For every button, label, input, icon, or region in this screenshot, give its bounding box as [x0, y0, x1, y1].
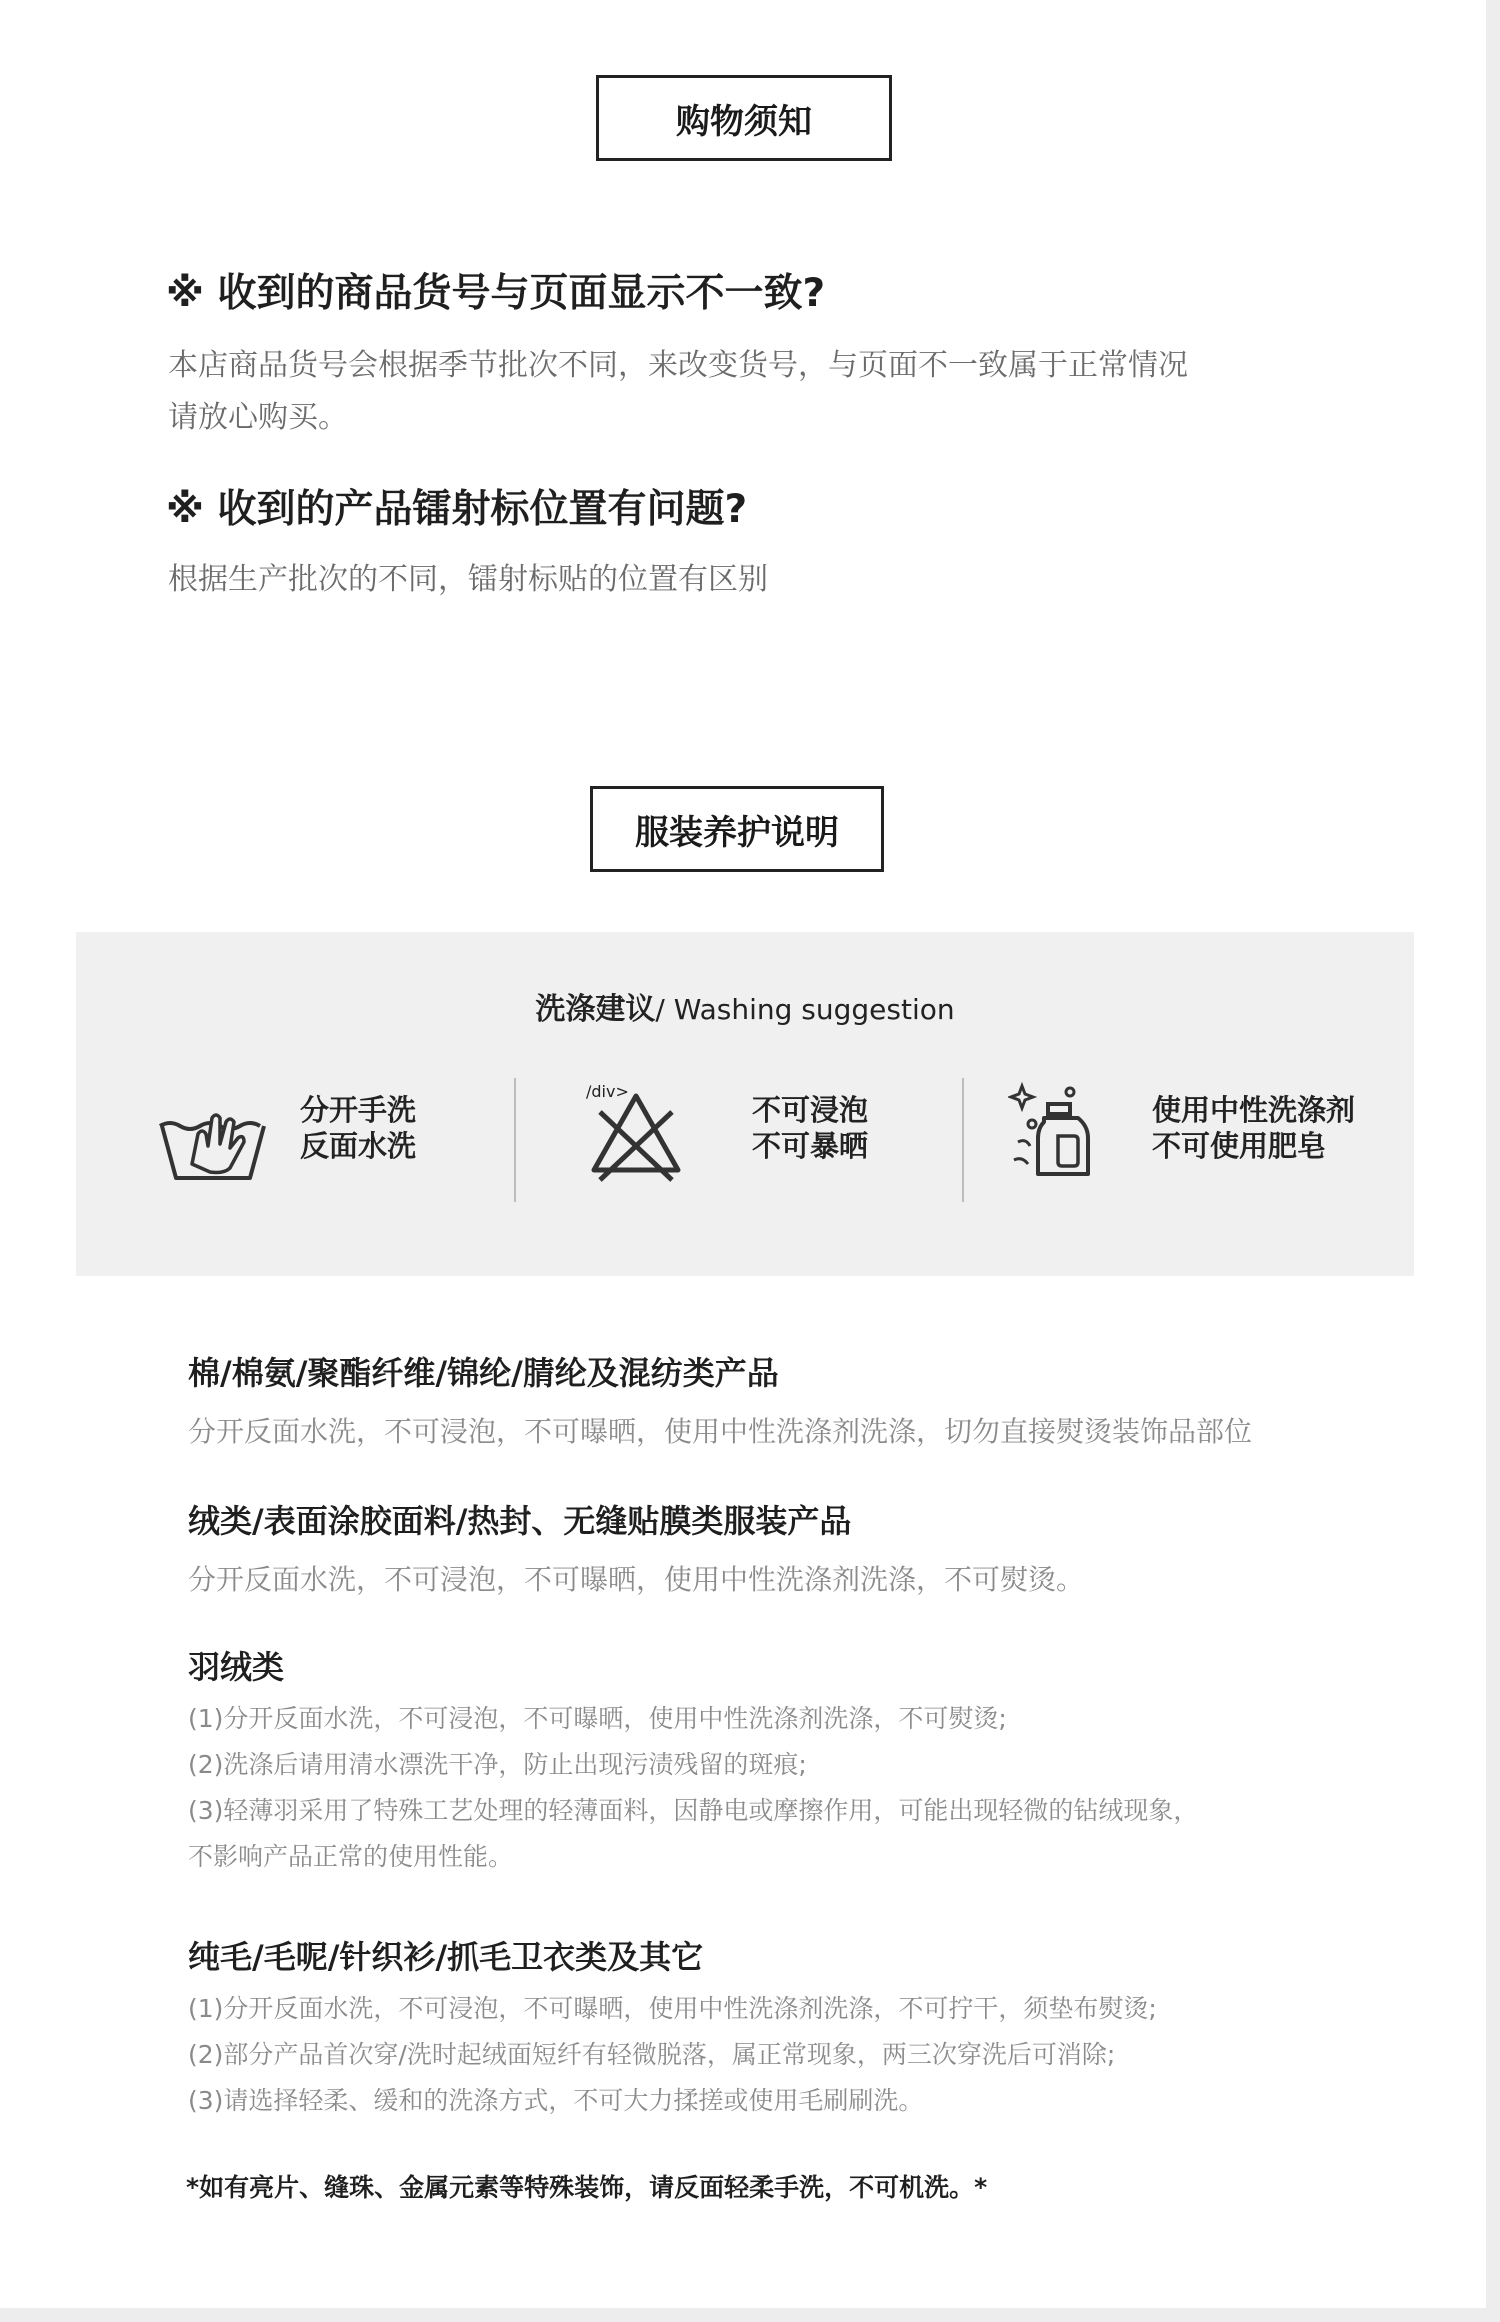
care-line: 不影响产品正常的使用性能。 [188, 1842, 514, 1871]
detergent-bottle-icon [1008, 1078, 1118, 1188]
special-decoration-note: *如有亮片、缝珠、金属元素等特殊装饰，请反面轻柔手洗，不可机洗。* [186, 2173, 988, 2202]
care-line: (1)分开反面水洗，不可浸泡，不可曝晒，使用中性洗涤剂洗涤，不可拧干，须垫布熨烫; [188, 1994, 1157, 2023]
washing-suggestion-panel [76, 932, 1414, 1276]
care-heading: 羽绒类 [188, 1648, 285, 1686]
wash-item-text [752, 1092, 868, 1164]
care-line: (3)轻薄羽采用了特殊工艺处理的轻薄面料，因静电或摩擦作用，可能出现轻微的钻绒现象， [188, 1796, 1199, 1825]
no-bleach-icon [586, 1086, 686, 1186]
faq-question-2: ※ 收到的产品镭射标位置有问题? [166, 487, 748, 532]
page-edge-bottom [0, 2308, 1500, 2322]
washing-title-en: / Washing suggestion [655, 993, 955, 1026]
faq-answer-line: 请放心购买。 [168, 400, 348, 435]
wash-item-text [300, 1092, 416, 1164]
faq-answer-line: 本店商品货号会根据季节批次不同，来改变货号，与页面不一致属于正常情况 [168, 348, 1188, 383]
wash-item-hand-wash [154, 1082, 514, 1202]
wash-item-no-soak: 不可浸泡 不可暴晒 /div> [586, 1082, 916, 1202]
shopping-notice-title: 购物须知 [596, 75, 892, 161]
care-group-wool [188, 1932, 1368, 2124]
faq-answer-2 [168, 554, 1328, 606]
divider [514, 1078, 516, 1202]
care-heading: 棉/棉氨/聚酯纤维/锦纶/腈纶及混纺类产品 [188, 1354, 779, 1392]
care-group-down [188, 1642, 1368, 1880]
wash-line: 不可使用肥皂 [1152, 1129, 1327, 1163]
care-line: (2)洗涤后请用清水漂洗干净，防止出现污渍残留的斑痕; [188, 1750, 807, 1779]
wash-line: 反面水洗 [300, 1129, 417, 1163]
faq-answer-line: 根据生产批次的不同，镭射标贴的位置有区别 [168, 562, 768, 597]
wash-line: 不可浸泡 [752, 1093, 869, 1127]
care-heading: 纯毛/毛呢/针织衫/抓毛卫衣类及其它 [188, 1938, 704, 1976]
care-line: 分开反面水洗，不可浸泡，不可曝晒，使用中性洗涤剂洗涤，不可熨烫。 [188, 1563, 1085, 1596]
washing-title [76, 984, 1414, 1028]
care-group-coated [188, 1496, 1368, 1598]
faq-answer-1 [168, 340, 1328, 444]
care-line: 分开反面水洗，不可浸泡，不可曝晒，使用中性洗涤剂洗涤，切勿直接熨烫装饰品部位 [188, 1415, 1253, 1448]
care-line: (1)分开反面水洗，不可浸泡，不可曝晒，使用中性洗涤剂洗涤，不可熨烫; [188, 1704, 1007, 1733]
care-instructions-title: 服装养护说明 [590, 786, 884, 872]
faq-question-1: ※ 收到的商品货号与页面显示不一致? [166, 271, 826, 316]
wash-line: 不可暴晒 [752, 1129, 869, 1163]
washing-title-cn: 洗涤建议 [535, 992, 656, 1027]
care-heading: 绒类/表面涂胶面料/热封、无缝贴膜类服装产品 [188, 1502, 852, 1540]
hand-wash-icon [154, 1088, 274, 1188]
care-line: (3)请选择轻柔、缓和的洗涤方式，不可大力揉搓或使用毛刷刷洗。 [188, 2086, 924, 2115]
care-group-cotton [188, 1348, 1368, 1450]
divider [962, 1078, 964, 1202]
wash-line: 使用中性洗涤剂 [1152, 1093, 1356, 1127]
care-line: (2)部分产品首次穿/洗时起绒面短纤有轻微脱落，属正常现象，两三次穿洗后可消除; [188, 2040, 1116, 2069]
wash-item-text [1152, 1092, 1355, 1164]
page-edge-right [1486, 0, 1500, 2322]
wash-item-detergent [1008, 1082, 1398, 1202]
wash-line: 分开手洗 [300, 1093, 417, 1127]
